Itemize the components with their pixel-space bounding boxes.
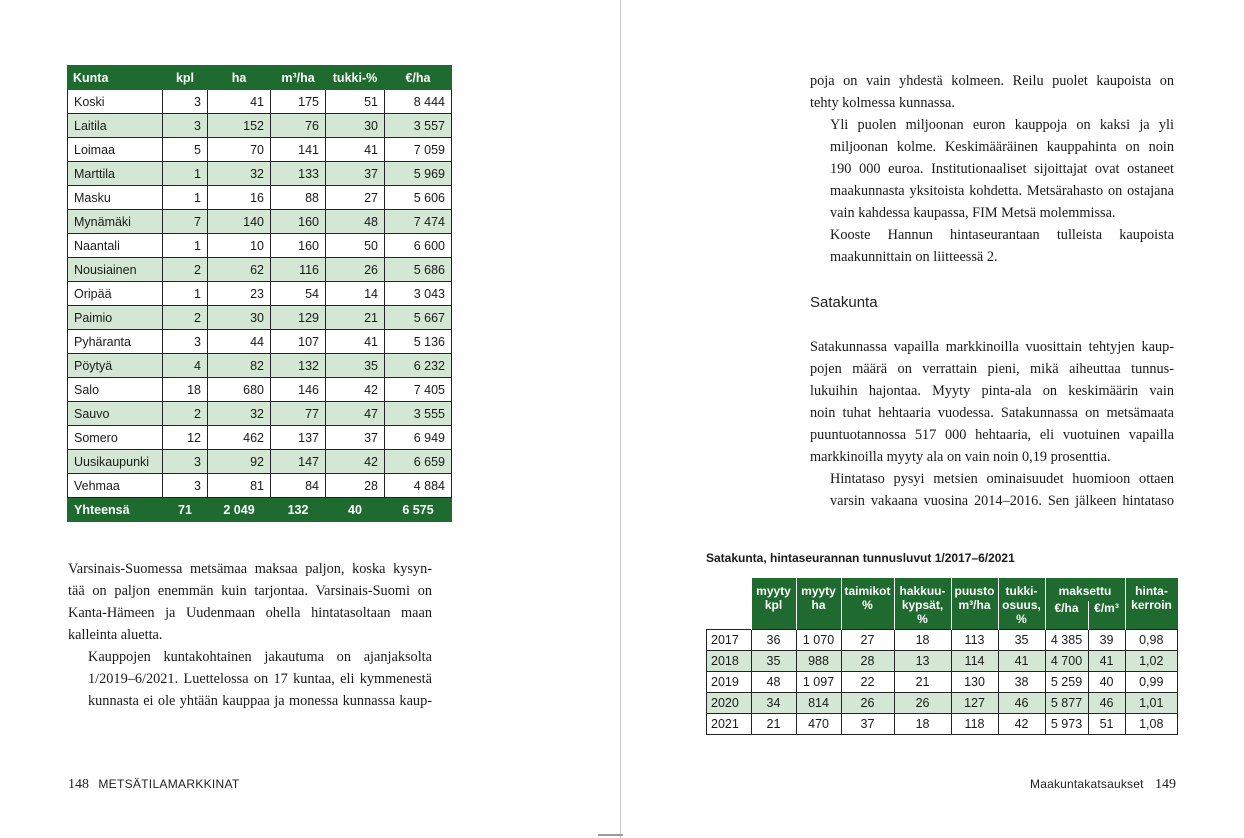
table-cell: 28 bbox=[326, 474, 385, 498]
table-cell: 5 973 bbox=[1045, 714, 1088, 735]
table-cell: 1,02 bbox=[1125, 651, 1178, 672]
table-cell: 34 bbox=[751, 693, 796, 714]
municipality-name: Somero bbox=[68, 426, 163, 450]
text-line: markkinoilla myyty ala on vain noin 0,19 prosenttia. bbox=[810, 449, 1111, 465]
total-m3ha: 132 bbox=[271, 498, 326, 522]
col-em3: €/m³ bbox=[1088, 601, 1125, 630]
table-cell: 3 bbox=[163, 450, 208, 474]
table-cell: 22 bbox=[841, 672, 894, 693]
table-cell: 35 bbox=[998, 630, 1045, 651]
table-cell: 1 097 bbox=[796, 672, 841, 693]
text-line: Kanta-Hämeen ja Uudenmaan ohella hintatasoltaan maan bbox=[68, 605, 432, 621]
text-line: noin tuhat hehtaaria vuodessa. Satakunnassa on metsämaata bbox=[810, 405, 1174, 421]
table-cell: 30 bbox=[326, 114, 385, 138]
col-tukkiosuus: tukki-osuus, % bbox=[998, 578, 1045, 630]
col-m3ha: m³/ha bbox=[271, 66, 326, 90]
table-cell: 988 bbox=[796, 651, 841, 672]
table-cell: 470 bbox=[796, 714, 841, 735]
municipality-name: Loimaa bbox=[68, 138, 163, 162]
table-cell: 1 bbox=[163, 282, 208, 306]
municipality-name: Oripää bbox=[68, 282, 163, 306]
table-cell: 137 bbox=[271, 426, 326, 450]
table-cell: 38 bbox=[998, 672, 1045, 693]
table-cell: 21 bbox=[894, 672, 951, 693]
municipality-table bbox=[67, 65, 452, 522]
table-cell: 147 bbox=[271, 450, 326, 474]
table-cell: 680 bbox=[208, 378, 271, 402]
municipality-name: Salo bbox=[68, 378, 163, 402]
text-line: puuntuotannossa 517 000 hehtaaria, eli vuotuinen vapailla bbox=[810, 427, 1174, 443]
table-cell: 6 659 bbox=[385, 450, 452, 474]
table-cell: 30 bbox=[208, 306, 271, 330]
text-line: maakunnasta yksitoista kohdetta. Metsärahasto on ostajana bbox=[830, 183, 1174, 199]
table-cell: 5 667 bbox=[385, 306, 452, 330]
col-hintakerroin: hinta-kerroin bbox=[1125, 578, 1178, 630]
municipality-table-header bbox=[68, 66, 452, 90]
table-row bbox=[68, 282, 452, 306]
year-cell: 2020 bbox=[707, 693, 752, 714]
table-row bbox=[707, 714, 1178, 735]
year-cell: 2019 bbox=[707, 672, 752, 693]
text-line: Satakunnassa vapailla markkinoilla vuosittain tehtyjen kaup- bbox=[810, 339, 1174, 355]
table-row bbox=[707, 693, 1178, 714]
table-cell: 18 bbox=[894, 714, 951, 735]
table-cell: 146 bbox=[271, 378, 326, 402]
total-label: Yhteensä bbox=[68, 498, 163, 522]
table-cell: 5 259 bbox=[1045, 672, 1088, 693]
right-footer bbox=[1030, 777, 1176, 793]
municipality-name: Laitila bbox=[68, 114, 163, 138]
table-cell: 26 bbox=[326, 258, 385, 282]
table-cell: 36 bbox=[751, 630, 796, 651]
section-heading-satakunta: Satakunta bbox=[810, 294, 878, 311]
table-cell: 27 bbox=[326, 186, 385, 210]
year-col-blank bbox=[707, 578, 752, 630]
table-cell: 62 bbox=[208, 258, 271, 282]
table-cell: 2 bbox=[163, 402, 208, 426]
table-cell: 1,08 bbox=[1125, 714, 1178, 735]
total-tukki: 40 bbox=[326, 498, 385, 522]
table-row bbox=[68, 402, 452, 426]
municipality-name: Vehmaa bbox=[68, 474, 163, 498]
table-cell: 14 bbox=[326, 282, 385, 306]
table-cell: 0,98 bbox=[1125, 630, 1178, 651]
col-eha: €/ha bbox=[385, 66, 452, 90]
table-cell: 48 bbox=[326, 210, 385, 234]
total-eha: 6 575 bbox=[385, 498, 452, 522]
table-cell: 13 bbox=[894, 651, 951, 672]
left-paragraph-1 bbox=[68, 558, 432, 646]
table-cell: 27 bbox=[841, 630, 894, 651]
table-cell: 3 bbox=[163, 114, 208, 138]
satakunta-table-header bbox=[707, 578, 1178, 601]
table-cell: 41 bbox=[1088, 651, 1125, 672]
table-cell: 37 bbox=[326, 162, 385, 186]
table-cell: 127 bbox=[951, 693, 998, 714]
text-line: miljoonan kolme. Keskimääräinen kauppahinta on noin bbox=[830, 139, 1174, 155]
table-cell: 114 bbox=[951, 651, 998, 672]
table-cell: 26 bbox=[841, 693, 894, 714]
table-cell: 8 444 bbox=[385, 90, 452, 114]
table-row bbox=[707, 630, 1178, 651]
table-cell: 7 474 bbox=[385, 210, 452, 234]
table-cell: 5 969 bbox=[385, 162, 452, 186]
table-cell: 133 bbox=[271, 162, 326, 186]
left-footer bbox=[68, 777, 240, 793]
municipality-name: Nousiainen bbox=[68, 258, 163, 282]
text-line: Kauppojen kuntakohtainen jakautuma on ajanjaksolta bbox=[88, 649, 432, 665]
table-cell: 5 877 bbox=[1045, 693, 1088, 714]
right-body-text-bottom bbox=[810, 336, 1174, 512]
table-cell: 26 bbox=[894, 693, 951, 714]
table-row bbox=[68, 114, 452, 138]
table-cell: 44 bbox=[208, 330, 271, 354]
table-cell: 46 bbox=[998, 693, 1045, 714]
text-line: pojen määrä on verrattain pieni, mikä aiheuttaa tunnus- bbox=[810, 361, 1174, 377]
table-cell: 48 bbox=[751, 672, 796, 693]
table-cell: 0,99 bbox=[1125, 672, 1178, 693]
table-row bbox=[68, 138, 452, 162]
table-cell: 3 bbox=[163, 330, 208, 354]
table-cell: 113 bbox=[951, 630, 998, 651]
table-row bbox=[68, 258, 452, 282]
table-cell: 76 bbox=[271, 114, 326, 138]
table-row bbox=[68, 210, 452, 234]
table-cell: 5 686 bbox=[385, 258, 452, 282]
table-cell: 21 bbox=[751, 714, 796, 735]
table-cell: 140 bbox=[208, 210, 271, 234]
right-page-number: 149 bbox=[1155, 777, 1177, 792]
table-cell: 21 bbox=[326, 306, 385, 330]
municipality-name: Paimio bbox=[68, 306, 163, 330]
table-cell: 1 070 bbox=[796, 630, 841, 651]
table-cell: 32 bbox=[208, 162, 271, 186]
table-cell: 40 bbox=[1088, 672, 1125, 693]
col-puusto: puusto m³/ha bbox=[951, 578, 998, 630]
table-cell: 46 bbox=[1088, 693, 1125, 714]
right-body-text-top bbox=[810, 70, 1174, 268]
left-paragraph-2 bbox=[68, 646, 432, 712]
table-cell: 50 bbox=[326, 234, 385, 258]
table-cell: 1,01 bbox=[1125, 693, 1178, 714]
col-kunta: Kunta bbox=[68, 66, 163, 90]
table-cell: 7 059 bbox=[385, 138, 452, 162]
table-cell: 129 bbox=[271, 306, 326, 330]
table-row bbox=[707, 651, 1178, 672]
table-cell: 39 bbox=[1088, 630, 1125, 651]
table-cell: 3 043 bbox=[385, 282, 452, 306]
table-cell: 141 bbox=[271, 138, 326, 162]
text-line: tehty kolmessa kunnassa. bbox=[810, 95, 955, 111]
table-cell: 92 bbox=[208, 450, 271, 474]
col-kpl: kpl bbox=[163, 66, 208, 90]
table-cell: 32 bbox=[208, 402, 271, 426]
table-cell: 51 bbox=[326, 90, 385, 114]
municipality-name: Sauvo bbox=[68, 402, 163, 426]
year-cell: 2017 bbox=[707, 630, 752, 651]
table-cell: 35 bbox=[326, 354, 385, 378]
table-cell: 37 bbox=[841, 714, 894, 735]
text-line: vain kahdessa kaupassa, FIM Metsä molemmissa. bbox=[830, 205, 1116, 221]
table-row bbox=[68, 306, 452, 330]
left-body-text bbox=[68, 558, 432, 712]
text-line: 1/2019–6/2021. Luettelossa on 17 kuntaa, eli kymmenestä bbox=[88, 671, 432, 687]
text-line: Hintataso pysyi metsien ominaisuudet huomioon ottaen bbox=[830, 471, 1174, 487]
total-kpl: 71 bbox=[163, 498, 208, 522]
municipality-name: Naantali bbox=[68, 234, 163, 258]
table-row bbox=[68, 474, 452, 498]
table-cell: 88 bbox=[271, 186, 326, 210]
municipality-table-total bbox=[68, 498, 452, 522]
text-line: lukuihin hajontaa. Myyty pinta-ala on keskimäärin vain bbox=[810, 383, 1174, 399]
left-page bbox=[0, 0, 621, 838]
table-cell: 28 bbox=[841, 651, 894, 672]
table-cell: 1 bbox=[163, 186, 208, 210]
table-cell: 77 bbox=[271, 402, 326, 426]
text-line: Yli puolen miljoonan euron kauppoja on kaksi ja yli bbox=[830, 117, 1174, 133]
table-cell: 51 bbox=[1088, 714, 1125, 735]
right-paragraph-1 bbox=[810, 70, 1174, 114]
table-cell: 2 bbox=[163, 258, 208, 282]
municipality-name: Pyhäranta bbox=[68, 330, 163, 354]
table-cell: 152 bbox=[208, 114, 271, 138]
table-row bbox=[68, 330, 452, 354]
table-row bbox=[68, 450, 452, 474]
table-cell: 6 949 bbox=[385, 426, 452, 450]
table-cell: 5 606 bbox=[385, 186, 452, 210]
table-cell: 3 555 bbox=[385, 402, 452, 426]
satakunta-table-title: Satakunta, hintaseurannan tunnusluvut 1/2017–6/2021 bbox=[706, 551, 1015, 565]
municipality-name: Koski bbox=[68, 90, 163, 114]
table-row bbox=[68, 90, 452, 114]
col-hakkuukypsat: hakkuu-kypsät, % bbox=[894, 578, 951, 630]
table-row bbox=[68, 162, 452, 186]
table-cell: 4 884 bbox=[385, 474, 452, 498]
year-cell: 2018 bbox=[707, 651, 752, 672]
municipality-name: Masku bbox=[68, 186, 163, 210]
table-cell: 7 bbox=[163, 210, 208, 234]
right-paragraph-2 bbox=[810, 114, 1174, 224]
municipality-name: Marttila bbox=[68, 162, 163, 186]
table-cell: 70 bbox=[208, 138, 271, 162]
table-cell: 4 700 bbox=[1045, 651, 1088, 672]
table-cell: 54 bbox=[271, 282, 326, 306]
table-cell: 160 bbox=[271, 210, 326, 234]
table-cell: 16 bbox=[208, 186, 271, 210]
table-cell: 18 bbox=[894, 630, 951, 651]
col-tukki: tukki-% bbox=[326, 66, 385, 90]
table-cell: 42 bbox=[326, 378, 385, 402]
right-running-title: Maakuntakatsaukset bbox=[1030, 777, 1144, 791]
table-cell: 47 bbox=[326, 402, 385, 426]
text-line: kalleinta aluetta. bbox=[68, 627, 163, 643]
table-cell: 1 bbox=[163, 234, 208, 258]
total-ha: 2 049 bbox=[208, 498, 271, 522]
table-cell: 5 bbox=[163, 138, 208, 162]
text-line: 190 000 euroa. Institutionaaliset sijoittajat ovat ostaneet bbox=[830, 161, 1174, 177]
table-cell: 10 bbox=[208, 234, 271, 258]
table-cell: 7 405 bbox=[385, 378, 452, 402]
table-cell: 23 bbox=[208, 282, 271, 306]
text-line: poja on vain yhdestä kolmeen. Reilu puolet kaupoista on bbox=[810, 73, 1174, 89]
table-cell: 130 bbox=[951, 672, 998, 693]
col-myyty-kpl: myyty kpl bbox=[751, 578, 796, 630]
right-paragraph-5 bbox=[810, 468, 1174, 512]
text-line: varsin vakaana vuosina 2014–2016. Sen jälkeen hintataso bbox=[830, 493, 1174, 509]
table-row bbox=[68, 378, 452, 402]
table-cell: 814 bbox=[796, 693, 841, 714]
table-cell: 462 bbox=[208, 426, 271, 450]
col-eha: €/ha bbox=[1045, 601, 1088, 630]
gutter-line bbox=[620, 0, 621, 838]
table-row bbox=[68, 354, 452, 378]
right-paragraph-4 bbox=[810, 336, 1174, 468]
left-running-title: METSÄTILAMARKKINAT bbox=[98, 777, 240, 791]
table-cell: 4 385 bbox=[1045, 630, 1088, 651]
table-cell: 3 bbox=[163, 474, 208, 498]
table-cell: 107 bbox=[271, 330, 326, 354]
table-cell: 3 557 bbox=[385, 114, 452, 138]
table-cell: 3 bbox=[163, 90, 208, 114]
municipality-name: Mynämäki bbox=[68, 210, 163, 234]
col-taimikot: taimikot % bbox=[841, 578, 894, 630]
satakunta-table bbox=[706, 578, 1178, 735]
table-cell: 4 bbox=[163, 354, 208, 378]
col-ha: ha bbox=[208, 66, 271, 90]
table-cell: 5 136 bbox=[385, 330, 452, 354]
table-row bbox=[68, 234, 452, 258]
table-cell: 118 bbox=[951, 714, 998, 735]
municipality-name: Uusikaupunki bbox=[68, 450, 163, 474]
table-cell: 175 bbox=[271, 90, 326, 114]
col-maksettu: maksettu bbox=[1045, 578, 1125, 601]
table-cell: 42 bbox=[998, 714, 1045, 735]
table-cell: 41 bbox=[326, 330, 385, 354]
table-cell: 82 bbox=[208, 354, 271, 378]
table-cell: 37 bbox=[326, 426, 385, 450]
table-cell: 6 600 bbox=[385, 234, 452, 258]
table-row bbox=[707, 672, 1178, 693]
text-line: tää on paljon enemmän kuin tarjontaa. Varsinais-Suomi on bbox=[68, 583, 432, 599]
table-cell: 160 bbox=[271, 234, 326, 258]
table-row bbox=[68, 426, 452, 450]
text-line: maakunnittain on liitteessä 2. bbox=[830, 249, 998, 265]
table-cell: 1 bbox=[163, 162, 208, 186]
table-cell: 41 bbox=[208, 90, 271, 114]
table-cell: 2 bbox=[163, 306, 208, 330]
text-line: kunnasta ei ole yhtään kauppaa ja monessa kunnassa kaup- bbox=[88, 693, 432, 709]
table-cell: 6 232 bbox=[385, 354, 452, 378]
table-cell: 41 bbox=[998, 651, 1045, 672]
text-line: Kooste Hannun hintaseurantaan tulleista kaupoista bbox=[830, 227, 1174, 243]
left-page-number: 148 bbox=[68, 777, 89, 792]
table-cell: 84 bbox=[271, 474, 326, 498]
text-line: Varsinais-Suomessa metsämaa maksaa paljon, koska kysyn- bbox=[68, 561, 432, 577]
table-cell: 116 bbox=[271, 258, 326, 282]
table-cell: 81 bbox=[208, 474, 271, 498]
year-cell: 2021 bbox=[707, 714, 752, 735]
table-cell: 42 bbox=[326, 450, 385, 474]
col-myyty-ha: myyty ha bbox=[796, 578, 841, 630]
municipality-name: Pöytyä bbox=[68, 354, 163, 378]
table-cell: 35 bbox=[751, 651, 796, 672]
table-cell: 132 bbox=[271, 354, 326, 378]
table-cell: 12 bbox=[163, 426, 208, 450]
table-row bbox=[68, 186, 452, 210]
table-cell: 41 bbox=[326, 138, 385, 162]
table-cell: 18 bbox=[163, 378, 208, 402]
right-paragraph-3 bbox=[810, 224, 1174, 268]
